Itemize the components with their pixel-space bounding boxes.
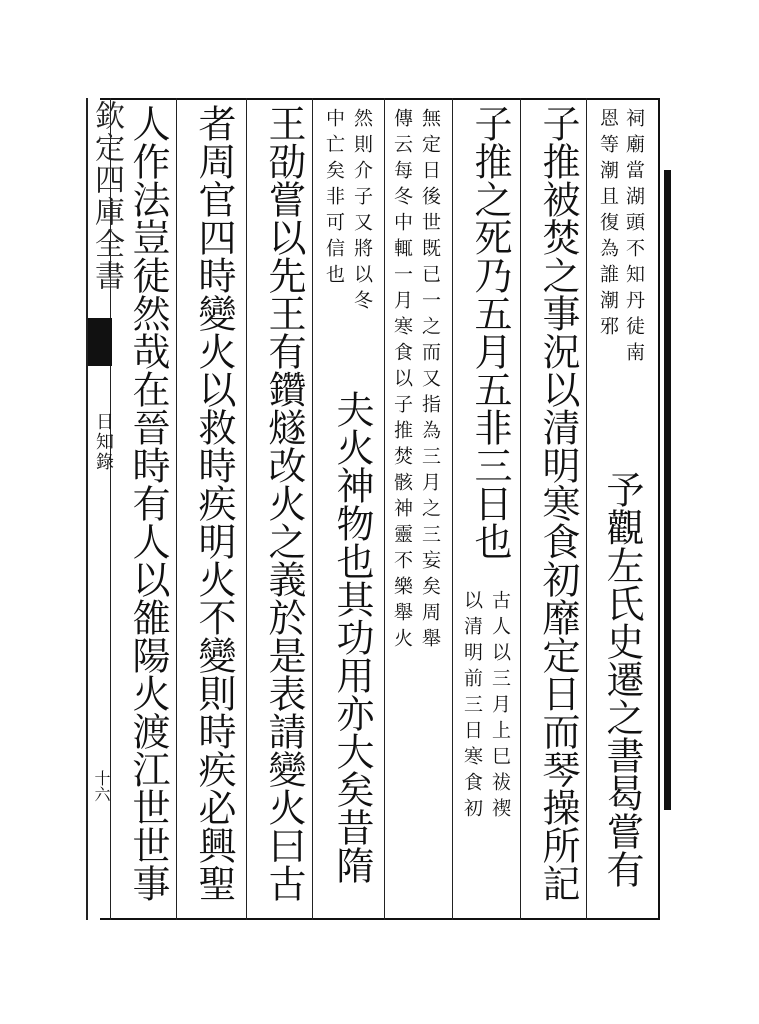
text-column: 王劭嘗以先王有鑽燧改火之義於是表請變火曰古 bbox=[262, 104, 306, 902]
column-rule bbox=[452, 98, 453, 920]
text-column: 者周官四時變火以救時疾明火不變則時疾必興聖 bbox=[192, 104, 236, 902]
frame-bottom-rule bbox=[100, 918, 660, 920]
text-column: 子推之死乃五月五非三日也 bbox=[468, 104, 512, 560]
note-line: 然則介子又將以冬 bbox=[351, 108, 373, 316]
binding-edge bbox=[664, 170, 671, 810]
column-rule bbox=[176, 98, 177, 920]
note-line: 無定日後世既已一之而又指為三月之三妄矣周舉 bbox=[419, 108, 441, 654]
fish-tail-mark bbox=[88, 318, 112, 366]
text-column: 夫火神物也其功用亦大矣昔隋 bbox=[330, 390, 374, 884]
column-rule bbox=[246, 98, 247, 920]
text-column: 子推被焚之事況以清明寒食初靡定日而琴操所記 bbox=[536, 104, 580, 902]
note-line: 祠廟當湖頭不知丹徒南 bbox=[623, 108, 645, 368]
frame-right-rule bbox=[658, 98, 660, 920]
text-column: 予觀左氏史遷之書曷嘗有 bbox=[600, 470, 644, 888]
note-line: 傳云每冬中輒一月寒食以子推焚骸神靈不樂舉火 bbox=[391, 108, 413, 654]
column-rule bbox=[312, 98, 313, 920]
note-line: 中亡矣非可信也 bbox=[323, 108, 345, 290]
text-column: 人作法豈徒然哉在晉時有人以雒陽火渡江世世事 bbox=[126, 104, 170, 902]
note-line: 古人以三月上巳祓禊 bbox=[489, 590, 511, 824]
frame-top-rule bbox=[100, 98, 660, 100]
column-rule bbox=[520, 98, 521, 920]
folio-number: 十六 bbox=[92, 770, 111, 802]
note-line: 恩等潮且復為誰潮邪 bbox=[597, 108, 619, 342]
margin-title: 欽定四庫全書 bbox=[89, 100, 124, 292]
column-rule bbox=[586, 98, 587, 920]
margin-book-title: 日知錄 bbox=[93, 412, 114, 472]
column-rule bbox=[384, 98, 385, 920]
note-line: 以清明前三日寒食初 bbox=[461, 590, 483, 824]
